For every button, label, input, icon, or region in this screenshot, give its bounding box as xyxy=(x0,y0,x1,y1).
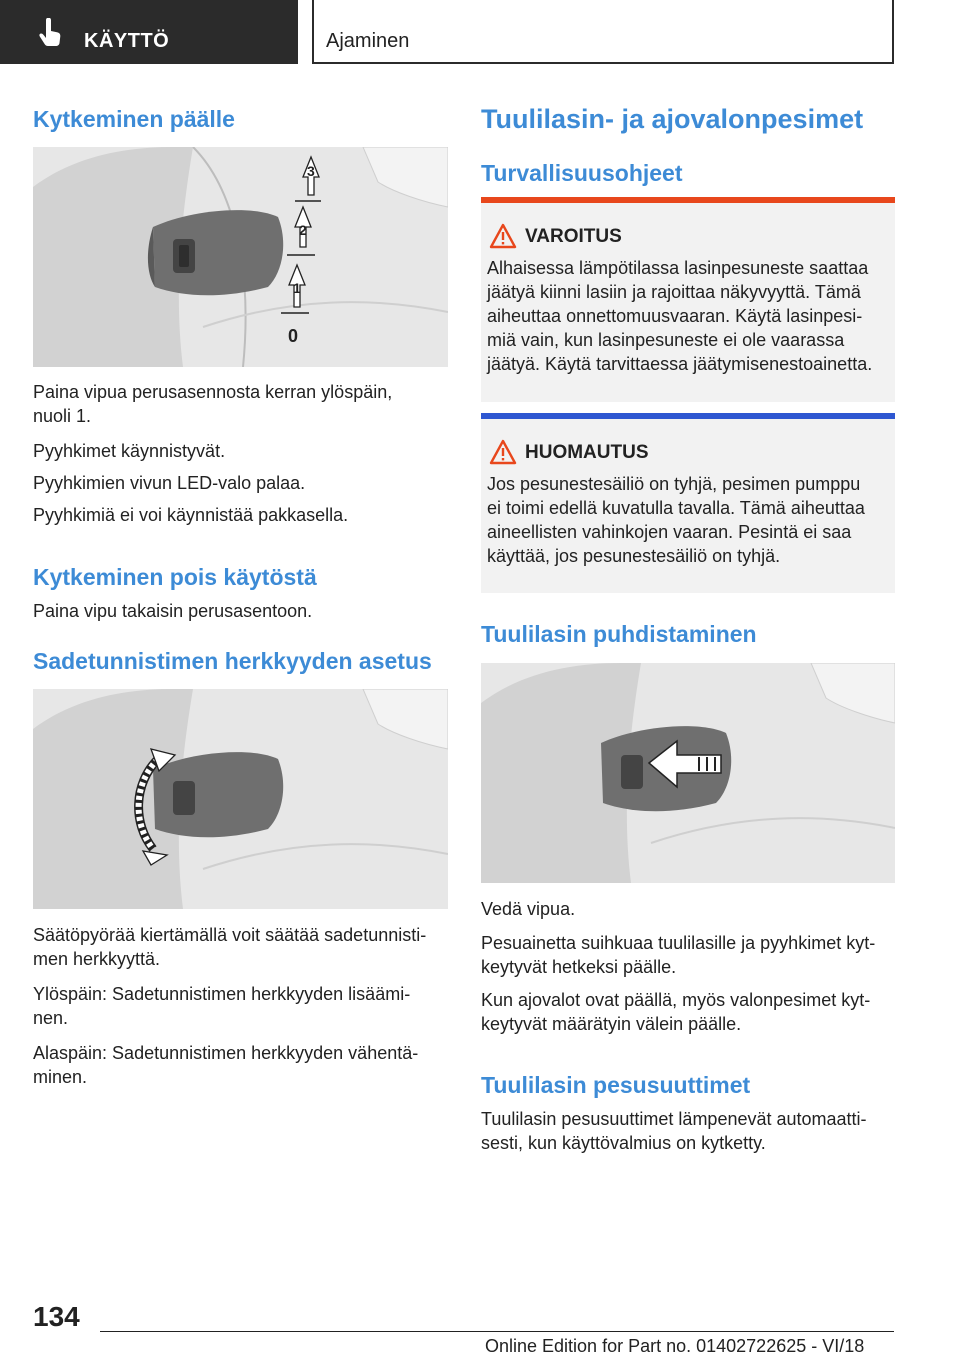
heading-switch-off: Kytkeminen pois käytöstä xyxy=(33,564,317,590)
text-on-4: Pyyhkimiä ei voi käynnistää pakkasella. xyxy=(33,505,349,525)
text-off: Paina vipu takaisin perusasentoon. xyxy=(33,601,313,621)
warning-text xyxy=(487,256,891,376)
text-nozzles-a: Tuulilasin pesusuuttimet lämpenevät automaatti- xyxy=(481,1109,867,1129)
notice-line: Jos pesunestesäiliö on tyhjä, pesimen pumppu xyxy=(487,474,861,494)
text-on-1b: nuoli 1. xyxy=(33,406,92,426)
notice-line: ei toimi edellä kuvatulla tavalla. Tämä aiheuttaa xyxy=(487,498,865,518)
heading-washer-nozzles: Tuulilasin pesusuuttimet xyxy=(481,1072,751,1098)
heading-switch-on: Kytkeminen päälle xyxy=(33,106,235,132)
notice-line: käyttää, jos pesunestesäiliö on tyhjä. xyxy=(487,546,781,566)
text-sens-2b: nen. xyxy=(33,1008,69,1028)
text-clean-2b: keytyvät hetkeksi päälle. xyxy=(481,957,677,977)
warning-line: Alhaisessa lämpötilassa lasinpesuneste saattaa xyxy=(487,258,869,278)
notice-triangle-icon xyxy=(489,439,517,465)
page-number: 134 xyxy=(33,1301,80,1332)
warning-line: aiheuttaa onnettomuusvaaran. Käytä lasinpesi- xyxy=(487,306,863,326)
warning-box xyxy=(481,197,895,402)
figure-rain-sensor-wheel xyxy=(33,689,448,909)
text-clean-1: Vedä vipua. xyxy=(481,899,576,919)
position-label-0: 0 xyxy=(288,326,299,346)
warning-line: miä vain, kun lasinpesuneste ei ole vaarassa xyxy=(487,330,845,350)
warning-line: jäätyä. Käytä tarvittaessa jäätymisenestoainetta. xyxy=(487,354,873,374)
text-on-1a: Paina vipua perusasennosta kerran ylöspäin, xyxy=(33,382,393,402)
warning-line: jäätyä kiinni lasiin ja rajoittaa näkyvyyttä. Tämä xyxy=(487,282,861,302)
position-label-2: 2 xyxy=(299,222,307,238)
warning-title: VAROITUS xyxy=(525,226,622,247)
notice-line: aineellisten vahinkojen vaaran. Pesintä ei saa xyxy=(487,522,852,542)
notice-text xyxy=(487,472,891,568)
position-label-1: 1 xyxy=(293,280,301,296)
text-clean-2a: Pesuainetta suihkuaa tuulilasille ja pyyhkimet kyt- xyxy=(481,933,876,953)
text-sens-3b: minen. xyxy=(33,1067,88,1087)
text-nozzles-b: sesti, kun käyttövalmius on kytketty. xyxy=(481,1133,766,1153)
warning-triangle-icon xyxy=(489,223,517,249)
text-sens-2a: Ylöspäin: Sadetunnistimen herkkyyden lisäämi- xyxy=(33,984,411,1004)
text-sens-1a: Säätöpyörää kiertämällä voit säätää sadetunnisti- xyxy=(33,925,427,945)
text-on-2: Pyyhkimet käynnistyvät. xyxy=(33,441,226,461)
footer-edition: Online Edition for Part no. 01402722625 - VI/18 xyxy=(485,1336,865,1356)
heading-washers: Tuulilasin- ja ajovalonpesimet xyxy=(481,104,864,134)
section-label: KÄYTTÖ xyxy=(84,30,170,52)
notice-box xyxy=(481,413,895,593)
notice-color-bar xyxy=(481,413,895,419)
notice-title: HUOMAUTUS xyxy=(525,442,649,463)
text-sens-3a: Alaspäin: Sadetunnistimen herkkyyden vähentä- xyxy=(33,1043,419,1063)
text-on-3: Pyyhkimien vivun LED-valo palaa. xyxy=(33,473,306,493)
footer-divider xyxy=(100,1331,894,1332)
header-section-tab xyxy=(0,0,298,64)
position-label-3: 3 xyxy=(307,163,315,179)
text-clean-3a: Kun ajovalot ovat päällä, myös valonpesimet kyt- xyxy=(481,990,871,1010)
text-sens-1b: men herkkyyttä. xyxy=(33,949,161,969)
heading-safety: Turvallisuusohjeet xyxy=(481,160,683,186)
figure-pull-lever xyxy=(481,663,895,883)
header-chapter-tab xyxy=(312,0,894,64)
figure-wiper-lever-positions xyxy=(33,147,448,367)
chapter-label: Ajaminen xyxy=(326,30,410,52)
heading-rain-sensor: Sadetunnistimen herkkyyden asetus xyxy=(33,648,432,674)
heading-windshield-cleaning: Tuulilasin puhdistaminen xyxy=(481,621,757,647)
warning-color-bar xyxy=(481,197,895,203)
hand-pointer-icon xyxy=(36,18,66,48)
text-clean-3b: keytyvät määrätyin välein päälle. xyxy=(481,1014,742,1034)
